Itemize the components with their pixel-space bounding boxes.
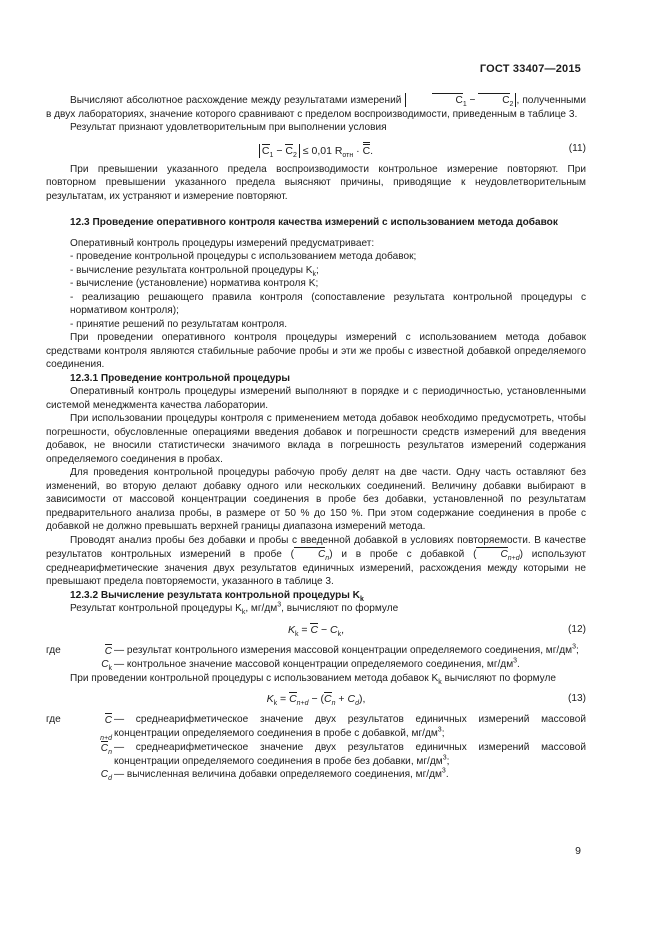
paragraph-analysis: Проводят анализ пробы без добавки и пробы с введенной добавкой в условиях повторяемости. В качестве результатов контрольных измерений в пробе ( $C_n$) и в пробе с добавкой ( $C_{n+d}$) используют среднеарифметические значения двух результатов единичных измерений, расхождения между которыми не превышают предела повторяемости, указанного в таблице 3. <box>46 534 587 587</box>
paragraph-condition: Результат признают удовлетворительным при выполнении условия <box>70 122 387 133</box>
paragraph-additive-errors: При использовании процедуры контроля с применением метода добавок необходимо предусмотреть, чтобы погрешности, обусловленные операциями введения добавок и погрешности средств измерений для введения добавок, не вносили статистически значимого вклада в погрешность результатов измерений содержания определяемого соединения в пробах. <box>46 413 586 465</box>
section-12-3-2-title: 12.3.2 Вычисление результата контрольной процедуры $K_k$ <box>70 589 364 603</box>
section-12-3-1-title: 12.3.1 Проведение контрольной процедуры <box>70 372 291 384</box>
paragraph-periodicity: Оперативный контроль процедуры измерений выполняют в порядке и с периодичностью, установленными системой менеджмента качества лаборатории. <box>46 386 586 411</box>
formula-12: $K_k = C - C_k$, (12) <box>287 623 586 638</box>
list-item: - вычисление результата контрольной процедуры $K_k$; <box>70 264 319 278</box>
standard-header: ГОСТ 33407—2015 <box>479 63 581 75</box>
section-12-3-title: 12.3 Проведение оперативного контроля качества измерений с использованием метода добавок <box>70 217 558 228</box>
paragraph-abs-difference: Вычисляют абсолютное расхождение между результатами измерений $C_1 - C_2$ , полученными в двух лабораториях, значение которого сравнивают с пределом воспроизводимости, приведенным в таблице 3. <box>46 95 586 120</box>
abs-expression: $C_1 - C_2$ <box>405 93 517 107</box>
where-item: где C — результат контрольного измерения массовой концентрации определяемого соединения, $мг/дм^3$; <box>46 643 579 657</box>
paragraph-additive-formula: При проведении контрольной процедуры с использованием метода добавок $K_k$ вычисляют по формуле <box>70 672 556 686</box>
paragraph-sample-split: Для проведения контрольной процедуры рабочую пробу делят на две части. Одну часть оставляют без изменений, во вторую делают добавку одного или нескольких соединений. Величину добавки выбирают в зависимости от массовой концентрации соединения в пробе без добавки, установленной по результатам предварительного анализа пробы, в размере от 50 % до 150 %. При этом содержание соединения в пробе с добавкой не должно превышать верхней границы диапазона измерений метода. <box>46 467 586 532</box>
paragraph-exceed: При превышении указанного предела воспроизводимости контрольное измерение повторяют. При повторном превышении указанного предела выясняют причины, приводящие к неудовлетворительным результатам, их устраняют и измерение повторяют. <box>46 163 586 202</box>
formula-13: $K_k = C_{n+d} - (C_n + C_d)$, (13) <box>266 693 586 708</box>
list-item: - принятие решений по результатам контроля. <box>70 318 288 330</box>
page-content <box>46 93 586 782</box>
page-number: 9 <box>575 845 581 857</box>
list-item: - вычисление (установление) норматива контроля K; <box>70 278 319 289</box>
formula-number: (12) <box>568 623 586 635</box>
formula-number: (13) <box>568 693 586 704</box>
where-item: $C_n$ — среднеарифметическое значение двух результатов единичных измерений массовой концентрации определяемого соединения в пробе без добавки, $мг/дм^3$; <box>100 742 586 767</box>
list-item: - реализацию решающего правила контроля (сопоставление результата контрольной процедуры с нормативом контроля); <box>70 291 586 316</box>
paragraph-result-formula: Результат контрольной процедуры $K_k$, $мг/дм^3$, вычисляют по формуле <box>70 601 399 617</box>
where-item: $C_k$ — контрольное значение массовой концентрации определяемого соединения, $мг/дм^3$. <box>101 657 520 673</box>
formula-11: $C_1 - C_2 \le 0,01$ $R_{отн} \cdot C$. (11) <box>46 138 586 160</box>
where-item: где $C_{n+d}$ — среднеарифметическое значение двух результатов единичных измерений массовой концентрации определяемого соединения в пробе с добавкой, $мг/дм^3$; <box>46 714 586 742</box>
formula-number: (11) <box>568 142 586 154</box>
paragraph-control-means: При проведении оперативного контроля процедуры измерений с использованием метода добавок средствами контроля являются стабильные рабочие пробы и эти же пробы с известной добавкой определяемого соединения. <box>46 332 586 370</box>
where-item: $C_d$ — вычисленная величина добавки определяемого соединения, $мг/дм^3$. <box>100 767 449 783</box>
paragraph-oper-control: Оперативный контроль процедуры измерений предусматривает: <box>70 237 375 249</box>
list-item: - проведение контрольной процедуры с использованием метода добавок; <box>70 251 417 262</box>
